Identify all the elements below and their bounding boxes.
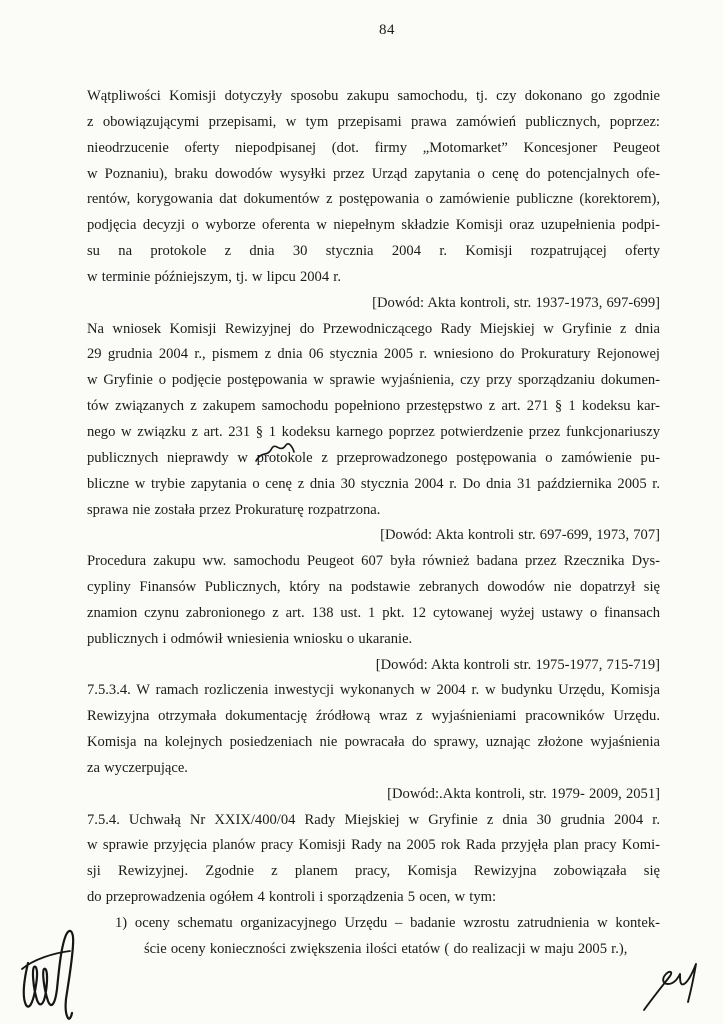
- text-line: znamion czynu zabronionego z art. 138 ust. 1 pkt. 12 cytowanej wyżej ustawy o finansach: [87, 604, 660, 621]
- text-line: rentów, korygowania dat dokumentów z postępowania o zamówienie publiczne (korektorem),: [87, 191, 660, 208]
- text-line: 7.5.4. Uchwałą Nr XXIX/400/04 Rady Miejskiej w Gryfinie z dnia 30 grudnia 2004 r.: [87, 811, 660, 828]
- text-line: podjęcia decyzji o wyborze oferenta w niepełnym składzie Komisji oraz uzupełnienia podpi-: [87, 217, 660, 234]
- document-body: [87, 84, 660, 963]
- text-line: 7.5.3.4. W ramach rozliczenia inwestycji wykonanych w 2004 r. w budynku Urzędu, Komisja: [87, 682, 660, 699]
- text-line: su na protokole z dnia 30 stycznia 2004 r. Komisji rozpatrującej oferty: [87, 243, 660, 260]
- text-line: sprawa nie została przez Prokuraturę rozpatrzona.: [87, 501, 381, 518]
- text-line: nego w związku z art. 231 § 1 kodeksu karnego poprzez potwierdzenie przez funkcjonariuszy: [87, 423, 660, 440]
- text-line: do przeprowadzenia ogółem 4 kontroli i sporządzenia 5 ocen, w tym:: [87, 889, 497, 906]
- text-line: cypliny Finansów Publicznych, który na podstawie zebranych dowodów nie dopatrzył się: [87, 579, 660, 596]
- page-number: 84: [379, 22, 395, 38]
- list-item-line: 1) oceny schematu organizacyjnego Urzędu – badanie wzrostu zatrudnienia w kontek-: [115, 915, 660, 931]
- text-line: za wyczerpujące.: [87, 759, 188, 776]
- text-line: bliczne w trybie zapytania o cenę z dnia 30 stycznia 2004 r. Do dnia 31 października 2005 r.: [87, 475, 660, 492]
- text-line: w Poznaniu), braku dowodów wysyłki przez Urząd zapytania o cenę do potencjalnych ofe-: [87, 165, 660, 182]
- text-line: Procedura zakupu ww. samochodu Peugeot 607 była również badana przez Rzecznika Dys-: [87, 553, 660, 570]
- text-line: publicznych nieprawdy w protokole z przeprowadzonego postępowania o zamówienie pu-: [87, 449, 660, 466]
- evidence-citation-line: [Dowód: Akta kontroli, str. 1937-1973, 697-699]: [372, 294, 660, 311]
- text-line: Wątpliwości Komisji dotyczyły sposobu zakupu samochodu, tj. czy dokonano go zgodnie: [87, 88, 660, 104]
- text-line: w terminie późniejszym, tj. w lipcu 2004 r.: [87, 268, 341, 285]
- text-line: w sprawie przyjęcia planów pracy Komisji Rady na 2005 rok Rada przyjęła plan pracy Komi-: [87, 837, 660, 854]
- evidence-citation-line: [Dowód: Akta kontroli str. 697-699, 1973, 707]: [380, 527, 660, 544]
- text-line: nieodrzucenie oferty niepodpisanej (dot. firmy „Motomarket” Koncesjoner Peugeot: [87, 139, 660, 156]
- text-line: z obowiązującymi przepisami, w tym przepisami prawa zamówień publicznych, poprzez:: [87, 113, 660, 130]
- text-line: Na wniosek Komisji Rewizyjnej do Przewodniczącego Rady Miejskiej w Gryfinie z dnia: [87, 320, 660, 337]
- text-line: Komisja na kolejnych posiedzeniach nie powracała do sprawy, uznając złożone wyjaśnienia: [87, 734, 660, 751]
- list-item-line: ście oceny konieczności zwiększenia ilości etatów ( do realizacji w maju 2005 r.),: [144, 940, 628, 957]
- text-line: sji Rewizyjnej. Zgodnie z planem pracy, Komisja Rewizyjna zobowiązała się: [87, 863, 660, 880]
- evidence-citation-line: [Dowód:.Akta kontroli, str. 1979- 2009, 2051]: [387, 785, 660, 802]
- text-line: w Gryfinie o podjęcie postępowania w sprawie wyjaśnienia, czy przy sporządzaniu dokumen-: [87, 372, 660, 389]
- evidence-citation-line: [Dowód: Akta kontroli str. 1975-1977, 715-719]: [375, 656, 660, 673]
- text-line: 29 grudnia 2004 r., pismem z dnia 06 stycznia 2005 r. wniesiono do Prokuratury Rejonowej: [87, 346, 660, 363]
- signature-right-icon: [630, 958, 705, 1018]
- text-line: tów związanych z zakupem samochodu popełniono przestępstwo z art. 271 § 1 kodeksu kar-: [87, 398, 660, 415]
- text-line: Rewizyjna otrzymała dokumentację źródłową wraz z wyjaśnieniami pracowników Urzędu.: [87, 708, 660, 725]
- text-line: publicznych i odmówił wniesienia wniosku o ukaranie.: [87, 630, 413, 647]
